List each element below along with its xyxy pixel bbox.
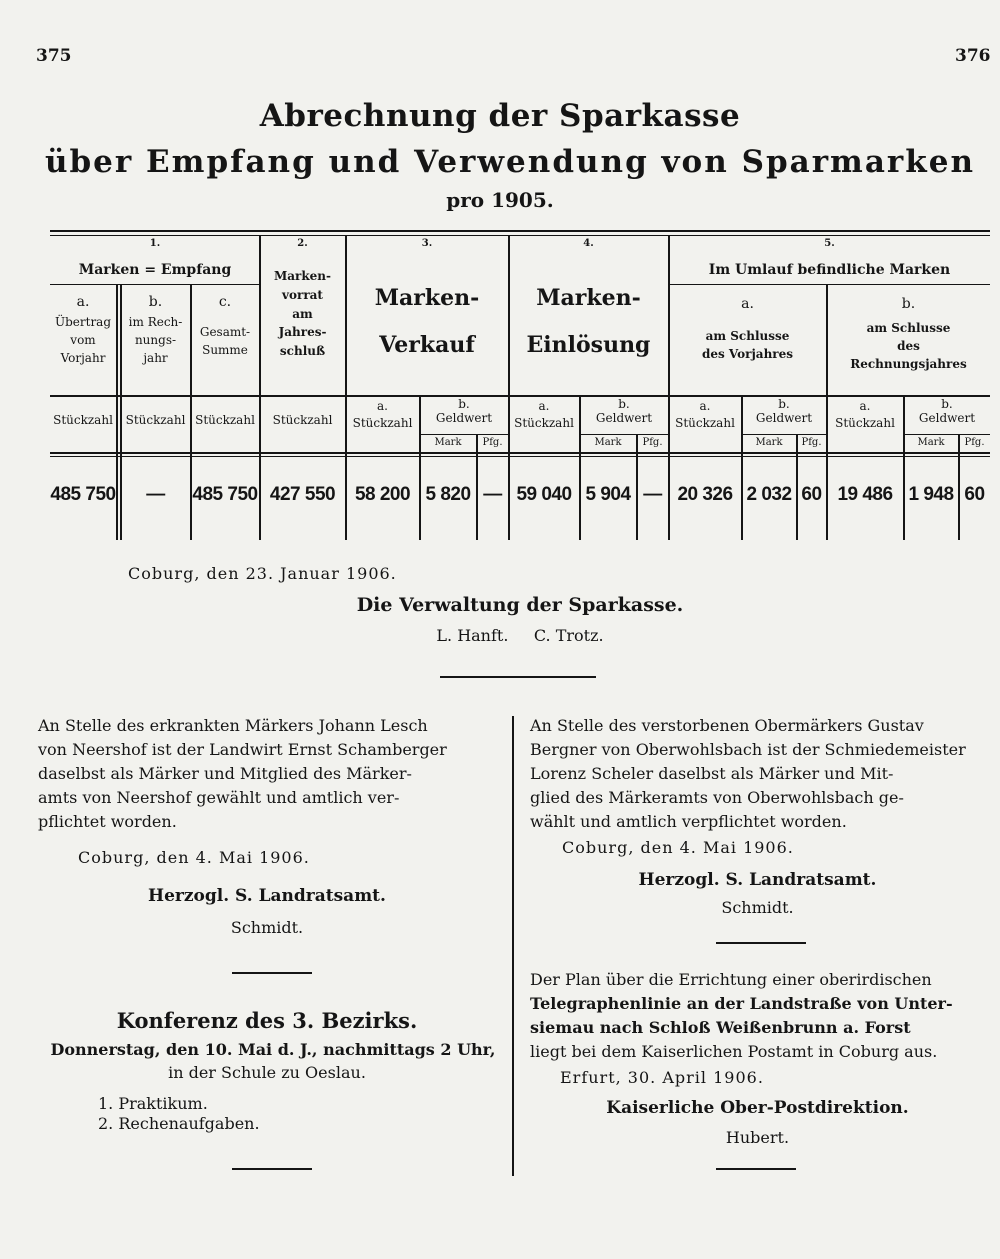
- group-number-2: 2.: [297, 238, 308, 249]
- col2-line2: vorrat: [282, 287, 323, 302]
- sub-letter-b: b.: [618, 397, 630, 411]
- col5b-line1: am Schlusse: [866, 321, 951, 336]
- right-notice-line: Bergner von Oberwohlsbach ist der Schmiedemeister: [530, 740, 966, 759]
- col2-line5: schluß: [279, 344, 326, 359]
- col2-line4: Jahres-: [278, 325, 327, 340]
- col1a-letter: a.: [76, 294, 90, 310]
- title-line-1: Abrechnung der Sparkasse: [259, 98, 741, 134]
- unit-mark-3: Mark: [434, 437, 462, 448]
- value-3b-pfg: —: [483, 484, 502, 505]
- group-number-5: 5.: [824, 238, 835, 249]
- col5a-letter: a.: [741, 296, 754, 312]
- col2-line3: am: [292, 306, 313, 321]
- left-notice-place-date: Coburg, den 4. Mai 1906.: [78, 848, 310, 867]
- left-notice-line: daselbst als Märker und Mitglied des Märker-: [38, 764, 412, 783]
- unit-stueck-1b: Stückzahl: [125, 413, 186, 427]
- geldwert-rule-5a: [742, 434, 826, 435]
- unit-mark-4: Mark: [594, 437, 622, 448]
- unit-stueck: Stückzahl: [514, 415, 574, 430]
- sig1-names: L. Hanft. C. Trotz.: [436, 626, 604, 645]
- left-notice-line: amts von Neershof gewählt und amtlich ver-: [38, 788, 400, 807]
- table-top-rule: [50, 230, 990, 232]
- sub-letter-b: b.: [458, 397, 470, 411]
- unit-geldwert: Geldwert: [918, 410, 976, 425]
- sub-letter-a: a.: [859, 399, 871, 413]
- col1a-line1: Übertrag: [54, 315, 112, 330]
- conference-line-2: in der Schule zu Oeslau.: [168, 1063, 366, 1082]
- unit-stueck: Stückzahl: [835, 415, 895, 430]
- col3-header: [346, 286, 508, 359]
- right-notice-org: Herzogl. S. Landratsamt.: [638, 870, 877, 890]
- col2-header: [260, 270, 345, 359]
- value-5a-mark: 2 032: [746, 484, 792, 505]
- group5-rule: [668, 284, 990, 285]
- unit-col4-b: [580, 398, 668, 426]
- col5b-line3: Rechnungsjahres: [850, 356, 967, 371]
- col1a-header: [50, 294, 116, 365]
- group5-title: Im Umlauf befindliche Marken: [708, 262, 951, 278]
- unit-col3-b: [420, 398, 508, 426]
- unit-pfg-3: Pfg.: [482, 437, 503, 448]
- value-5b-a: 19 486: [837, 484, 893, 505]
- unit-col4-a: [509, 400, 579, 431]
- col5b-letter: b.: [901, 296, 916, 312]
- unit-geldwert: Geldwert: [755, 410, 813, 425]
- sub-letter-a: a.: [538, 399, 550, 413]
- telegraph-notice-line: liegt bei dem Kaiserlichen Postamt in Coburg aus.: [530, 1042, 938, 1061]
- title-line-3: pro 1905.: [446, 188, 554, 212]
- group-number-4: 4.: [583, 238, 594, 249]
- col2-line1: Marken-: [273, 269, 332, 283]
- telegraph-notice-line: Der Plan über die Errichtung einer oberirdischen: [530, 970, 932, 989]
- sub-letter-b: b.: [941, 397, 953, 411]
- title-line-2: über Empfang und Verwendung von Sparmarken: [44, 144, 976, 180]
- value-2: 427 550: [269, 484, 336, 505]
- conference-line-1: Donnerstag, den 10. Mai d. J., nachmittags 2 Uhr,: [50, 1040, 496, 1059]
- unit-col5a-b: [742, 398, 826, 426]
- unit-col5b-a: [827, 400, 903, 431]
- col1b-line3: jahr: [143, 350, 168, 365]
- value-3b-mark: 5 820: [425, 484, 471, 505]
- telegraph-org: Kaiserliche Ober-Postdirektion.: [606, 1098, 909, 1118]
- sig1-place-date: Coburg, den 23. Januar 1906.: [128, 564, 397, 583]
- unit-pfg-5b: Pfg.: [964, 437, 985, 448]
- col1b-letter: b.: [148, 294, 163, 310]
- divider: [440, 676, 596, 678]
- left-notice-line: An Stelle des erkrankten Märkers Johann Lesch: [38, 716, 428, 735]
- unit-stueck: Stückzahl: [352, 415, 413, 430]
- page-number-right: 376: [955, 46, 991, 66]
- group-number-3: 3.: [421, 238, 433, 249]
- value-4b-pfg: —: [643, 484, 662, 505]
- geldwert-rule-4: [580, 434, 668, 435]
- left-notice-name: Schmidt.: [230, 918, 304, 937]
- col1b-line2: nungs-: [134, 332, 177, 347]
- right-notice-line: An Stelle des verstorbenen Obermärkers Gustav: [530, 716, 924, 735]
- vrule: [116, 284, 118, 540]
- left-notice-line: von Neershof ist der Landwirt Ernst Schamberger: [38, 740, 447, 759]
- col1b-line1: im Rech-: [128, 315, 183, 330]
- unit-stueck-1a: Stückzahl: [53, 413, 113, 427]
- page-number-left: 375: [36, 46, 72, 66]
- telegraph-name: Hubert.: [725, 1128, 790, 1147]
- unit-stueck-1c: Stückzahl: [195, 413, 255, 427]
- sub-letter-a: a.: [377, 399, 388, 413]
- divider: [716, 942, 806, 944]
- value-4a: 59 040: [516, 484, 572, 505]
- unit-geldwert: Geldwert: [595, 410, 653, 425]
- value-5b-pfg: 60: [964, 484, 985, 505]
- sig1-org: Die Verwaltung der Sparkasse.: [356, 594, 684, 616]
- col5a-header: [669, 296, 826, 362]
- unit-pfg-5a: Pfg.: [801, 437, 822, 448]
- col1c-line1: Gesamt-: [199, 325, 251, 340]
- conference-item-1: 1. Praktikum.: [98, 1094, 208, 1113]
- col4-header: [509, 286, 668, 359]
- column-divider: [512, 716, 514, 1176]
- col3-line2: Verkauf: [379, 332, 475, 359]
- col1a-line2: vom: [70, 332, 96, 347]
- col1a-line3: Vorjahr: [60, 350, 106, 365]
- group1-title: Marken = Empfang: [78, 262, 232, 278]
- col5b-line2: des: [897, 338, 920, 353]
- unit-geldwert: Geldwert: [435, 410, 493, 425]
- sub-letter-b: b.: [778, 397, 790, 411]
- geldwert-rule-5b: [904, 434, 990, 435]
- divider: [716, 1168, 796, 1170]
- value-3a: 58 200: [354, 484, 411, 505]
- unit-col5b-b: [904, 398, 990, 426]
- col1b-header: [121, 294, 190, 365]
- value-5a-pfg: 60: [801, 484, 822, 505]
- col5a-line2: des Vorjahres: [701, 346, 794, 361]
- unit-col5a-a: [669, 400, 741, 431]
- table-top-rule-thin: [50, 235, 990, 236]
- right-notice-line: wählt und amtlich verpflichtet worden.: [530, 812, 847, 831]
- col5a-line1: am Schlusse: [705, 329, 790, 344]
- conference-item-2: 2. Rechenaufgaben.: [98, 1114, 260, 1133]
- divider: [232, 972, 312, 974]
- sub-letter-a: a.: [699, 399, 711, 413]
- unit-pfg-4: Pfg.: [642, 437, 663, 448]
- col4-line2: Einlösung: [526, 332, 651, 359]
- right-notice-name: Schmidt.: [721, 898, 794, 917]
- value-1c: 485 750: [192, 484, 258, 505]
- telegraph-place-date: Erfurt, 30. April 1906.: [560, 1068, 764, 1087]
- unit-mark-5b: Mark: [917, 437, 945, 448]
- unit-stueck: Stückzahl: [675, 415, 735, 430]
- group-number-1: 1.: [149, 238, 161, 249]
- right-notice-place-date: Coburg, den 4. Mai 1906.: [562, 838, 794, 857]
- value-5a-a: 20 326: [677, 484, 733, 505]
- geldwert-rule-3: [420, 434, 508, 435]
- col1c-line2: Summe: [202, 342, 248, 357]
- left-notice-line: pflichtet worden.: [38, 812, 177, 831]
- divider: [232, 1168, 312, 1170]
- telegraph-notice-line: siemau nach Schloß Weißenbrunn a. Forst: [530, 1018, 911, 1037]
- right-notice-line: glied des Märkeramts von Oberwohlsbach ge-: [530, 788, 904, 807]
- unit-col3-a: [346, 400, 419, 431]
- conference-title: Konferenz des 3. Bezirks.: [116, 1008, 418, 1033]
- value-1b: —: [146, 484, 165, 505]
- left-notice-org: Herzogl. S. Landratsamt.: [148, 886, 386, 906]
- col5b-header: [827, 296, 990, 371]
- value-5b-mark: 1 948: [908, 484, 954, 505]
- right-notice-line: Lorenz Scheler daselbst als Märker und Mit-: [530, 764, 894, 783]
- value-4b-mark: 5 904: [585, 484, 631, 505]
- col3-line1: Marken-: [374, 285, 480, 311]
- group1-rule: [50, 284, 260, 285]
- telegraph-notice-line: Telegraphenlinie an der Landstraße von Unter-: [530, 994, 953, 1013]
- col1c-header: [191, 294, 259, 358]
- col1c-letter: c.: [218, 294, 232, 310]
- unit-mark-5a: Mark: [755, 437, 783, 448]
- col4-line1: Marken-: [536, 285, 641, 311]
- unit-stueck-2: Stückzahl: [272, 413, 333, 427]
- value-1a: 485 750: [50, 484, 116, 505]
